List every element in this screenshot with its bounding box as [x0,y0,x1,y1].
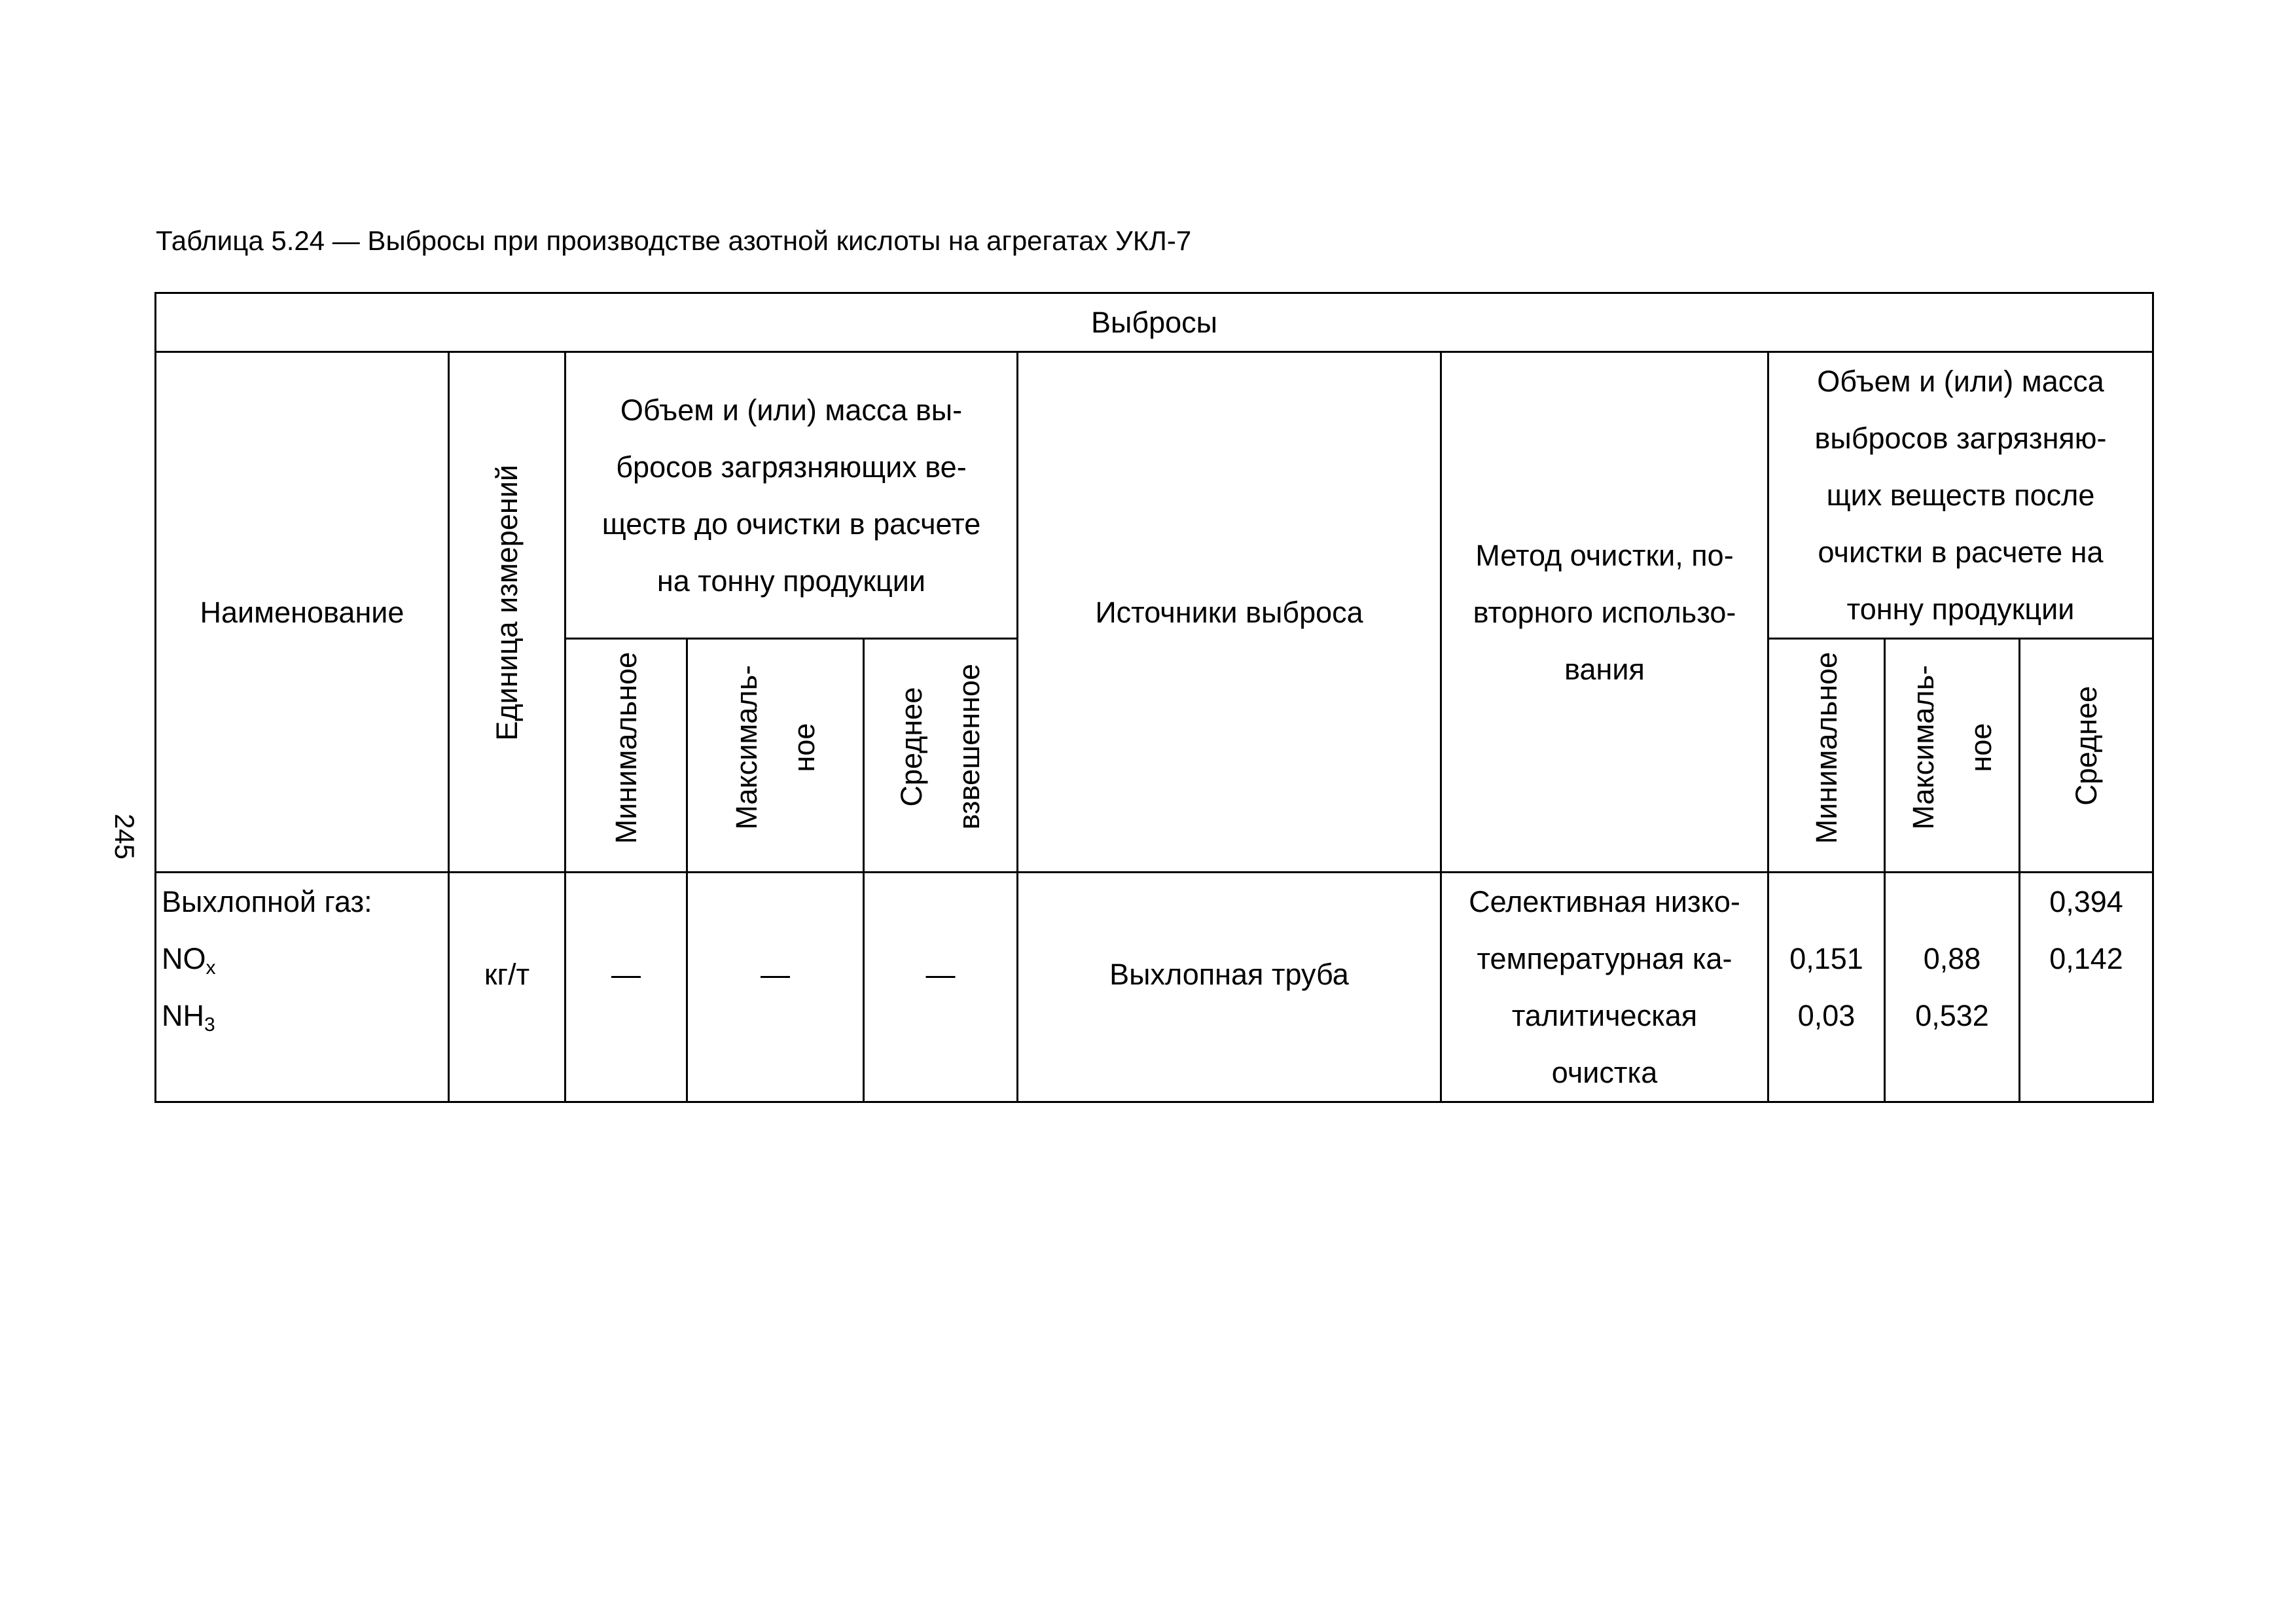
cell-method: Селективная низко- температурная ка- талитическая очистка [1441,873,1768,1102]
header-after-avg-label: Среднее [2069,686,2103,806]
cell-after-avg-nox: 0,142 [2049,942,2123,975]
page-number: 245 [109,813,140,860]
top-header-cell: Выбросы [156,293,2153,352]
nox-base: NO [162,942,206,975]
nox-sub: x [206,957,216,979]
cell-name-line1: Выхлопной газ: [162,885,372,918]
cell-after-max-blank [1891,873,2013,930]
nh3-base: NH [162,999,204,1032]
cell-after-min-nh3: 0,03 [1797,999,1856,1032]
header-row-top [156,293,2153,352]
table-row [156,873,2153,1102]
header-source: Источники выброса [1018,352,1441,873]
header-after-avg [2020,639,2153,873]
cell-after-min-nox: 0,151 [1789,942,1863,975]
header-before-avg [864,639,1018,873]
header-name: Наименование [156,352,449,873]
header-before-min [565,639,687,873]
header-after-group: Объем и (или) масса выбросов загрязняю- щих веществ после очистки в расчете на тонну продукции [1768,352,2153,639]
header-before-avg-label: Среднее взвешенное [895,663,986,829]
cell-name-nox [162,930,442,987]
header-before-min-label: Минимальное [609,651,643,844]
header-method: Метод очистки, по- вторного использо- вания [1441,352,1768,873]
header-after-max-label: Максималь- ное [1906,664,1998,829]
cell-name [156,873,449,1102]
nh3-sub: 3 [204,1014,215,1036]
cell-after-max-nox: 0,88 [1923,942,1981,975]
cell-before-min: — [565,873,687,1102]
cell-name-nh3 [162,987,442,1044]
cell-before-max: — [687,873,864,1102]
header-after-max [1885,639,2020,873]
cell-after-max [1885,873,2020,1102]
cell-unit: кг/т [449,873,565,1102]
cell-source: Выхлопная труба [1018,873,1441,1102]
header-after-min-label: Минимальное [1809,651,1843,844]
header-row-group [156,352,2153,639]
header-unit [449,352,565,873]
cell-before-avg: — [864,873,1018,1102]
header-after-min [1768,639,1885,873]
cell-after-avg [2020,873,2153,1102]
cell-after-min [1768,873,1885,1102]
cell-after-avg-total: 0,394 [2049,885,2123,918]
header-before-max-label: Максималь- ное [729,664,821,829]
table-caption: Таблица 5.24 — Выбросы при производстве азотной кислоты на агрегатах УКЛ-7 [156,225,1192,256]
header-before-group: Объем и (или) масса вы- бросов загрязняющих ве- ществ до очистки в расчете на тонну продукции [565,352,1018,639]
emissions-table [154,292,2154,1103]
cell-after-min-blank [1774,873,1878,930]
header-unit-label: Единица измерений [490,465,524,741]
cell-after-max-nh3: 0,532 [1915,999,1989,1032]
header-before-max [687,639,864,873]
